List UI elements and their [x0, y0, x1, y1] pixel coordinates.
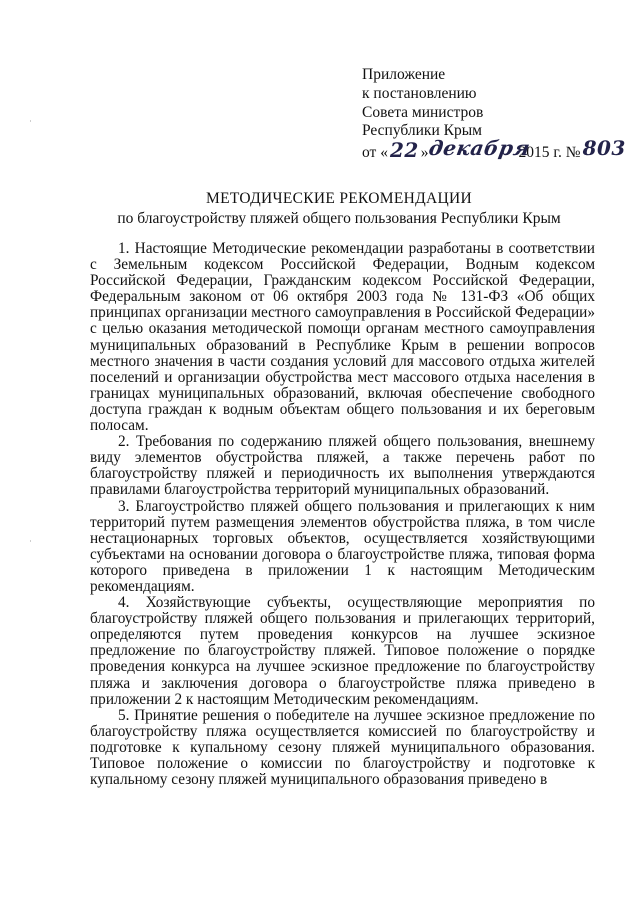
date-prefix: от «	[362, 144, 388, 162]
date-year: 2015 г. №	[518, 144, 581, 162]
paragraph: 4. Хозяйствующие субъекты, осуществляющие мероприятия по благоустройству пляжей общего пользования и прилегающих территорий, определяются путем проведения конкурсов на лучшее эскизное предложение по благоустройству пляжей. Типовое положение о порядке проведения конкурса на лучшее эскизное предложение по благоустройству пляжа и заключения договора о благоустройстве пляжа приведено в приложении 2 к настоящим Методическим рекомендациям.	[90, 594, 595, 708]
appendix-date-line	[362, 136, 626, 163]
appendix-line: Приложение	[362, 66, 446, 83]
appendix-header	[362, 66, 626, 163]
handwritten-number: 803	[582, 136, 626, 161]
scan-edge-mark	[30, 120, 31, 122]
appendix-line: Республики Крым	[362, 122, 482, 140]
handwritten-month: декабря	[426, 136, 532, 161]
paragraph: 1. Настоящие Методические рекомендации разработаны в соответствии с Земельным кодексом Российской Федерации, Водным кодексом Российской Федерации, Гражданским кодексом Российской Федерации, Федеральным законом от 06 октября 2003 года № 131-ФЗ «Об общих принципах организации местного самоуправления в Российской Федерации» с целью оказания методической помощи органам местного самоуправления муниципальных образований в Республике Крым в решении вопросов местного значения в части создания условий для массового отдыха жителей поселений и организации обустройства мест массового отдыха населения в границах муниципальных образований, включая обеспечение свободного доступа граждан к водным объектам общего пользования и их береговым полосам.	[90, 240, 595, 435]
paragraph: 3. Благоустройство пляжей общего пользования и прилегающих к ним территорий путем размещения элементов обустройства пляжа, в том числе нестационарных торговых объектов, осуществляется хозяйствующими субъектами на основании договора о благоустройстве пляжа, типовая форма которого приведена в приложении 1 к настоящим Методическим рекомендациям.	[90, 497, 595, 595]
paragraph: 2. Требования по содержанию пляжей общего пользования, внешнему виду элементов обустройства пляжей, а также перечень работ по благоустройству пляжей и периодичность их выполнения утверждаются правилами благоустройства территорий муниципальных образований.	[90, 433, 595, 499]
paragraph: 5. Принятие решения о победителе на лучшее эскизное предложение по благоустройству пляжа осуществляется комиссией по благоустройству и подготовке к купальному сезону пляжей муниципального образования. Типовое положение о комиссии по благоустройству и подготовке к купальному сезону пляжей муниципального образования приведено в	[90, 706, 595, 789]
document-body	[90, 241, 595, 788]
document-subtitle: по благоустройству пляжей общего пользования Республики Крым	[117, 210, 561, 227]
document-title: МЕТОДИЧЕСКИЕ РЕКОМЕНДАЦИИ	[206, 190, 472, 207]
scan-edge-mark	[30, 540, 31, 542]
appendix-line: Совета министров	[362, 103, 484, 121]
document-heading	[90, 189, 588, 229]
appendix-line: к постановлению	[362, 84, 477, 102]
date-mid: »	[420, 144, 429, 162]
handwritten-day: 22	[389, 138, 419, 163]
